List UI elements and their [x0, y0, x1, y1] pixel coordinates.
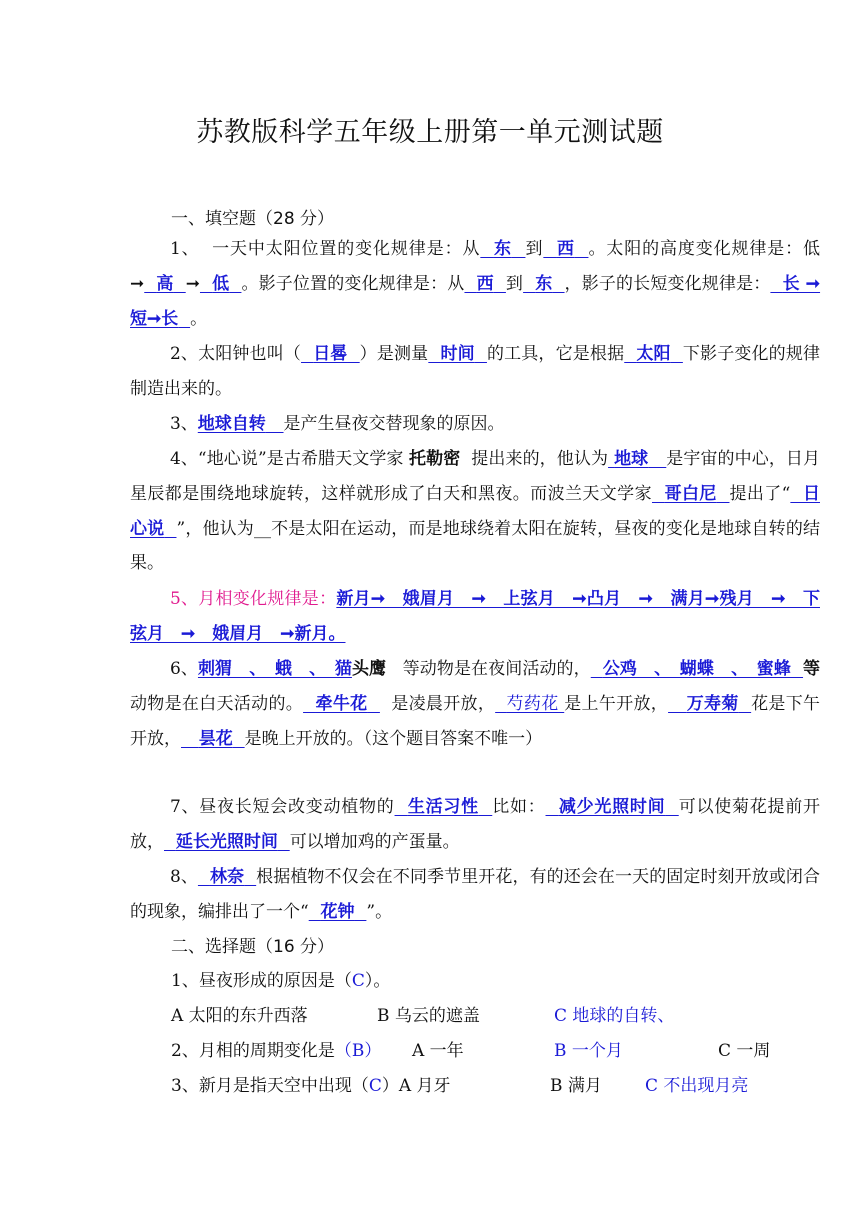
q1-answer-west-2: 西 [476, 273, 494, 294]
q1-answer-shadow: 长 ➞短➞长 [130, 273, 821, 329]
q8-answer-flower-clock: 花钟 [320, 901, 355, 922]
question-1 [130, 232, 820, 336]
q2-answer-sundial: 日晷 [313, 344, 348, 364]
question-6 [130, 652, 820, 756]
q8-text-1: 8、 [169, 867, 198, 887]
mc3-text-2: ） [381, 1076, 399, 1096]
mc-question-3 [171, 1071, 451, 1096]
q7-text-2: 比如： [492, 797, 546, 817]
mc1-option-a: A 太阳的东升西落 [171, 1006, 308, 1026]
q4-answer-ptolemy: 托勒密 [409, 449, 461, 469]
mc2-option-c: C 一周 [718, 1041, 771, 1061]
q1-answer-high: 高 [156, 273, 174, 294]
q1-text-2: 到 [525, 239, 544, 259]
q6-text-4: 是凌晨开放， [391, 693, 496, 714]
mc1-text-2: ）。 [364, 971, 391, 991]
q6-text-3: 动物是在白天活动的。 [130, 693, 304, 714]
mc3-option-c: C 不出现月亮 [645, 1076, 749, 1096]
mc-question-1 [171, 966, 390, 991]
question-3 [130, 407, 820, 442]
q4-text-1: 4、“地心说”是古希腊天文学家 [169, 449, 404, 469]
q1-text-4: ➞ [185, 273, 200, 294]
q1-text-6: 到 [505, 273, 524, 294]
question-7 [130, 790, 820, 860]
q6-answer-peony: 芍药花 [506, 693, 559, 714]
question-4 [130, 442, 820, 581]
mc2-option-b: B 一个月 [554, 1041, 623, 1061]
q1-answer-east: 东 [493, 239, 512, 259]
q1-answer-east-2: 东 [535, 273, 553, 294]
q6-text-5: 是上午开放， [564, 693, 669, 714]
mc3-option-a: A 月牙 [398, 1076, 451, 1096]
q6-text-2: 等动物是在夜间活动的， [402, 659, 591, 679]
q1-text-8: 。 [190, 308, 208, 329]
mc2-text-1: 2、月相的周期变化是 [171, 1041, 335, 1061]
question-8 [130, 860, 820, 930]
q6-answer-morning-glory: 牵牛花 [315, 693, 368, 714]
q2-answer-time: 时间 [440, 344, 475, 364]
mc2-option-a: A 一年 [412, 1041, 464, 1061]
q6-text-6: 花是下午开放， [130, 693, 821, 749]
q4-text-4: 提出了“ [729, 483, 791, 504]
question-2 [130, 337, 820, 407]
mc3-option-b: B 满月 [550, 1076, 602, 1096]
mc1-option-b: B 乌云的遮盖 [377, 1006, 480, 1026]
q3-answer-rotation: 地球自转 [197, 414, 266, 434]
q5-text-1: 5、月相变化规律是： [169, 589, 337, 609]
q2-text-2: ）是测量 [359, 344, 429, 364]
q2-answer-sun: 太阳 [636, 344, 671, 364]
section-heading-fill-blank: 一、填空题（28 分） [171, 209, 335, 229]
q7-answer-reduce-light: 减少光照时间 [558, 797, 666, 817]
q7-text-1: 7、昼夜长短会改变动植物的 [169, 797, 395, 817]
q1-answer-west: 西 [556, 239, 575, 259]
q3-text-2: 是产生昼夜交替现象的原因。 [283, 414, 505, 434]
q7-answer-extend-light: 延长光照时间 [175, 831, 278, 852]
q6-text-1: 6、 [169, 659, 198, 679]
q4-text-2: 提出来的，他认为 [471, 449, 609, 469]
mc3-answer: C [368, 1076, 382, 1096]
q2-text-1: 2、太阳钟也叫（ [169, 344, 302, 364]
q6-answer-night-animals: 刺猬 、 蛾 、 猫 [197, 659, 352, 679]
mc1-answer: C [351, 971, 365, 991]
q1-text-1: 一天中太阳位置的变化规律是：从 [212, 239, 481, 259]
q6-answer-day-animals-tail: 等 [803, 659, 821, 679]
q8-text-3: ”。 [366, 901, 393, 922]
mc2-answer: （B） [334, 1041, 382, 1061]
q6-answer-marigold: 万寿菊 [686, 693, 739, 714]
q6-answer-night-animals-tail: 头鹰 [351, 659, 387, 679]
page-title: 苏教版科学五年级上册第一单元测试题 [196, 117, 664, 148]
q7-text-3: 可以使菊花提前开放， [130, 797, 821, 852]
section-heading-multiple-choice: 二、选择题（16 分） [171, 937, 335, 957]
mc3-text-1: 3、新月是指天空中出现（ [171, 1076, 369, 1096]
q6-text-7: 是晚上开放的。（这个题目答案不唯一） [244, 728, 543, 749]
q6-answer-epiphyllum: 昙花 [198, 728, 233, 749]
q1-text-5: 。影子位置的变化规律是：从 [241, 273, 465, 294]
q4-text-3: 是宇宙的中心，日月星辰都是围绕地球旋转，这样就形成了白天和黑夜。而波兰天文学家 [130, 449, 821, 504]
q1-text-3: 。太阳的高度变化规律是：低➞ [130, 239, 821, 294]
q4-answer-earth: 地球 [614, 449, 649, 469]
q4-answer-copernicus: 哥白尼 [664, 483, 717, 504]
q7-text-4: 可以增加鸡的产蛋量。 [289, 831, 460, 852]
question-5 [130, 582, 820, 652]
q6-answer-day-animals: 公鸡 、 蝴蝶 、 蜜蜂 [602, 659, 791, 679]
mc1-text-1: 1、昼夜形成的原因是（ [171, 971, 352, 991]
q5-answer-moon-phases: 新月➞ 娥眉月 ➞ 上弦月 ➞凸月 ➞ 满月➞残月 ➞ 下弦月 ➞ 娥眉月 ➞新月。 [130, 589, 820, 644]
q2-text-4: 下影子变化的规律制造出来的。 [130, 344, 820, 399]
q8-text-2: 根据植物不仅会在不同季节里开花，有的还会在一天的固定时刻开放或闭合的现象，编排出了一个“ [130, 867, 820, 922]
mc-question-2 [171, 1036, 381, 1061]
q3-text-1: 3、 [169, 414, 198, 434]
q8-answer-linnaeus: 林奈 [209, 867, 245, 887]
q2-text-3: 的工具，它是根据 [486, 344, 625, 364]
q4-answer-heliocentric: 日心说 [130, 483, 820, 539]
q1-number: 1、 [169, 239, 200, 259]
q7-answer-habits: 生活习性 [407, 797, 479, 817]
q1-text-7: ，影子的长短变化规律是： [564, 273, 771, 294]
q4-text-5: ”，他认为__不是太阳在运动，而是地球绕着太阳在旋转，昼夜的变化是地球自转的结果。 [130, 518, 820, 574]
mc1-option-c: C 地球的自转、 [554, 1006, 675, 1026]
q1-answer-low: 低 [212, 273, 230, 294]
